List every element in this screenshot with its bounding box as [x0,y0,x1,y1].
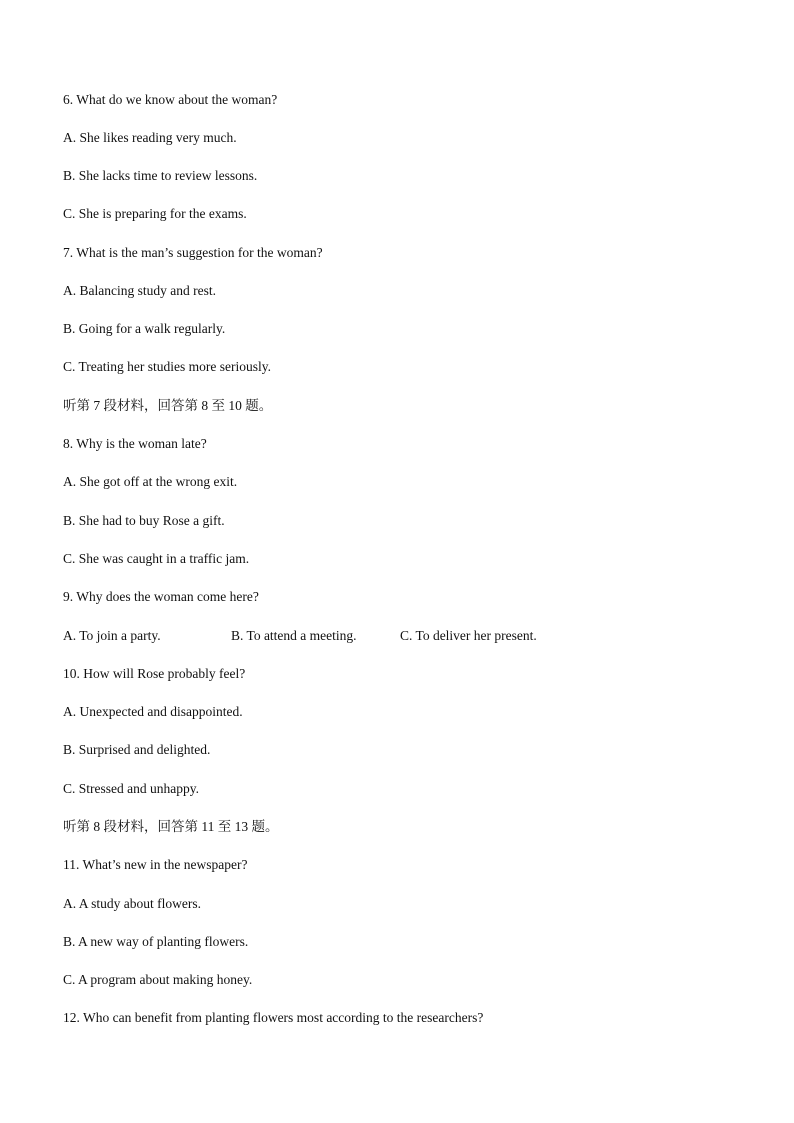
question-8-option-c: C. She was caught in a traffic jam. [63,551,250,566]
question-10: 10. How will Rose probably feel? [63,666,246,681]
question-10-option-b: B. Surprised and delighted. [63,742,211,757]
question-6: 6. What do we know about the woman? [63,92,278,107]
question-11-option-c: C. A program about making honey. [63,972,253,987]
question-9: 9. Why does the woman come here? [63,589,259,604]
question-8: 8. Why is the woman late? [63,436,207,451]
question-9-option-a: A. To join a party. [63,628,161,643]
question-7: 7. What is the man’s suggestion for the woman? [63,245,323,260]
question-8-option-a: A. She got off at the wrong exit. [63,474,238,489]
question-7-option-c: C. Treating her studies more seriously. [63,359,271,374]
question-6-option-b: B. She lacks time to review lessons. [63,168,258,183]
question-11-option-a: A. A study about flowers. [63,896,201,911]
question-9-option-b: B. To attend a meeting. [231,628,357,643]
question-11-option-b: B. A new way of planting flowers. [63,934,249,949]
question-8-option-b: B. She had to buy Rose a gift. [63,513,225,528]
question-12: 12. Who can benefit from planting flowers most according to the researchers? [63,1010,484,1025]
question-9-option-c: C. To deliver her present. [400,628,537,643]
question-7-option-b: B. Going for a walk regularly. [63,321,226,336]
section-instruction-8: 听第 8 段材料，回答第 11 至 13 题。 [63,819,279,834]
question-10-option-a: A. Unexpected and disappointed. [63,704,243,719]
question-6-option-a: A. She likes reading very much. [63,130,237,145]
question-11: 11. What’s new in the newspaper? [63,857,248,872]
question-6-option-c: C. She is preparing for the exams. [63,206,247,221]
question-10-option-c: C. Stressed and unhappy. [63,781,199,796]
section-instruction-7: 听第 7 段材料，回答第 8 至 10 题。 [63,398,273,413]
question-7-option-a: A. Balancing study and rest. [63,283,216,298]
